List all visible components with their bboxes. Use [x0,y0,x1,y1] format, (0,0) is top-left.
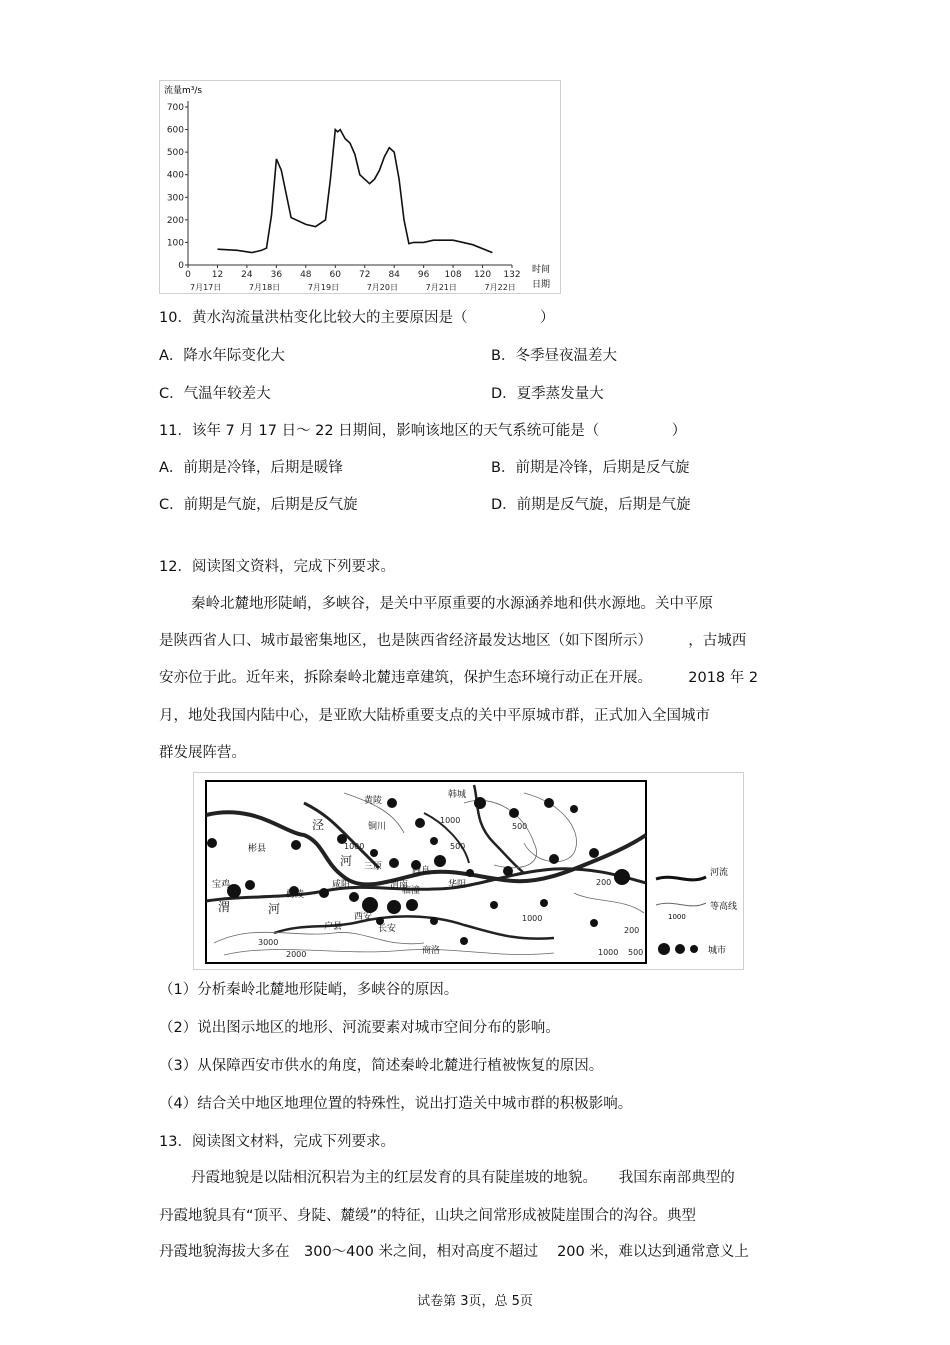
y-tick-label: 600 [166,125,184,136]
x-tick-label: 132 [503,270,521,280]
contour-value: 1000 [522,914,543,923]
q10-option-c[interactable]: C．气温年较差大 [159,386,271,402]
legend-contour-label: 等高线 [710,902,738,912]
contour-value: 1000 [440,816,461,825]
contour-value: 200 [596,878,612,887]
city-label: 户县 [324,922,343,932]
y-tick-label: 400 [166,170,184,181]
q12-text-line: 群发展阵营。 [159,745,246,761]
city-dot [434,855,446,867]
date-label: 7月19日 [307,283,340,292]
streamflow-chart [159,80,561,294]
y-tick-label: 100 [166,238,184,249]
city-label: 西安 [354,912,373,922]
y-tick-label: 300 [166,193,184,204]
city-dot [291,840,301,850]
city-dot [207,838,217,848]
x-tick-label: 0 [185,270,191,280]
q11-option-c[interactable]: C．前期是气旋，后期是反气旋 [159,497,358,513]
city-label: 三原 [364,862,383,872]
city-label: 宝鸡 [212,880,231,890]
q11-option-a[interactable]: A．前期是冷锋，后期是暖锋 [159,460,343,476]
city-dot [614,869,630,885]
q12-text-line: 月，地处我国内陆中心，是亚欧大陆桥重要支点的关中平原城市群，正式加入全国城市 [159,708,710,724]
q11-option-b[interactable]: B．前期是冷锋，后期是反气旋 [491,460,690,476]
q10-option-b[interactable]: B．冬季昼夜温差大 [491,348,617,364]
date-label: 7月21日 [425,283,457,292]
q13-text-line: 丹霞地貌海拔大多在 300～400 米之间，相对高度不超过 200 米，难以达到通常意义上 [159,1244,749,1260]
contour-value: 200 [624,926,640,935]
contour-value: 2000 [286,950,307,959]
q13-text-line: 丹霞地貌是以陆相沉积岩为主的红层发育的具有陡崖坡的地貌。 我国东南部典型的 [191,1170,735,1186]
q12-sub-4: （4）结合关中地区地理位置的特殊性，说出打造关中城市群的积极影响。 [159,1096,633,1112]
city-dot [549,854,559,864]
q10-option-d[interactable]: D．夏季蒸发量大 [491,386,604,402]
city-label: 韩城 [448,790,467,800]
x-tick-label: 12 [211,270,224,280]
map-legend [656,866,737,956]
x-tick-label: 84 [388,270,400,280]
date-label: 7月20日 [366,283,399,292]
river-label: 泾 [312,818,325,832]
q10-option-a[interactable]: A．降水年际变化大 [159,348,285,364]
x-tick-label: 108 [444,270,462,280]
city-dot [349,892,359,902]
city-dot [544,798,554,808]
date-label: 7月17日 [190,283,222,292]
city-dot [570,805,578,813]
y-tick-label: 500 [166,148,184,159]
legend-city-symbol [690,945,698,953]
q12-sub-1: （1）分析秦岭北麓地形陡峭，多峡谷的原因。 [159,982,459,998]
legend-river-label: 河流 [710,868,729,878]
contour-line [574,893,644,913]
city-dot [387,798,397,808]
q13-text-line: 丹霞地貌具有“顶平、身陡、麓缓”的特征，山块之间常形成被陡崖围合的沟谷。典型 [159,1208,697,1224]
city-dot [319,888,329,898]
q12-text-line: 秦岭北麓地形陡峭，多峡谷，是关中平原重要的水源涵养地和供水源地。关中平原 [191,596,713,612]
q12-stem: 12．阅读图文资料，完成下列要求。 [159,559,395,575]
q12-text-line: 是陕西省人口、城市最密集地区，也是陕西省经济最发达地区（如下图所示） ，古城西 [159,633,747,649]
date-label: 7月22日 [484,283,516,292]
city-dot [466,869,474,877]
y-axis-label: 流量m³/s [164,86,203,96]
city-dot [406,899,418,911]
q11-stem: 11．该年 7 月 17 日～ 22 日期间，影响该地区的天气系统可能是（ ） [159,423,687,439]
city-dot [590,919,598,927]
page-footer: 试卷第 3页，总 5页 [417,1294,533,1309]
q12-sub-2: （2）说出图示地区的地形、河流要素对城市空间分布的影响。 [159,1020,560,1036]
city-dot [540,899,548,907]
x-tick-label: 60 [329,270,341,280]
date-axis-label: 日期 [532,280,551,290]
city-label: 黄陵 [364,796,383,806]
contour-value: 500 [450,842,466,851]
city-dot [430,917,438,925]
city-dot [490,901,498,909]
x-tick-label: 72 [359,270,371,280]
legend-contour-symbol [656,903,706,906]
contour-line [224,949,554,955]
contour-value: 500 [628,948,644,957]
contour-value: 1000 [344,842,365,851]
city-dot [245,880,255,890]
city-label: 临潼 [402,886,421,896]
q11-option-d[interactable]: D．前期是反气旋，后期是气旋 [491,497,691,513]
city-dot [589,848,599,858]
legend-contour-value: 1000 [668,913,686,921]
city-label: 阎良 [412,866,431,876]
y-tick-label: 700 [166,103,184,113]
flow-series-line [218,130,493,253]
city-label: 彬县 [248,844,267,854]
city-label: 咸阳 [332,880,351,890]
chart-svg [160,81,560,293]
x-tick-label: 24 [241,270,253,280]
legend-city-symbol [658,943,670,955]
river-label: 渭 [218,900,231,914]
city-label: 铜川 [368,822,387,832]
river-label: 河 [340,854,353,868]
city-dot [415,818,425,828]
map-svg [194,773,743,969]
q12-text-line: 安亦位于此。近年来，拆除秦岭北麓违章建筑，保护生态环境行动正在开展。 2018 年 2 [159,670,759,686]
city-label: 长安 [378,924,397,934]
x-tick-label: 96 [417,270,430,280]
river [274,916,554,938]
contour-value: 3000 [258,938,279,947]
city-dot [370,849,378,857]
city-dot [509,808,519,818]
contour-line [464,800,537,867]
y-tick-label: 0 [178,261,184,271]
contour-value: 500 [512,822,528,831]
y-tick-label: 200 [166,215,184,226]
q10-stem: 10．黄水沟流量洪枯变化比较大的主要原因是（ ） [159,310,555,326]
city-dot [362,897,378,913]
guanzhong-map [193,772,744,970]
q12-sub-3: （3）从保障西安市供水的角度，简述秦岭北麓进行植被恢复的原因。 [159,1058,604,1074]
city-dot [503,866,513,876]
city-dot [389,858,399,868]
q13-stem: 13．阅读图文材料，完成下列要求。 [159,1134,395,1150]
legend-river-symbol [656,877,706,880]
city-label: 渭南 [390,880,409,890]
legend-city-symbol [675,944,685,954]
contour-value: 1000 [598,948,619,957]
x-axis-label: 时间 [532,265,551,275]
city-dot [387,900,401,914]
x-tick-label: 120 [473,270,492,280]
legend-city-label: 城市 [708,946,727,956]
city-dot [430,837,438,845]
city-dot [460,937,468,945]
city-dot [474,797,486,809]
river-label: 河 [268,902,281,916]
city-label: 华阴 [448,880,467,890]
date-label: 7月18日 [248,283,281,292]
city-label: 杨陵 [286,890,305,900]
city-label: 商洛 [422,946,441,956]
x-tick-label: 48 [300,270,312,280]
x-tick-label: 36 [270,270,283,280]
